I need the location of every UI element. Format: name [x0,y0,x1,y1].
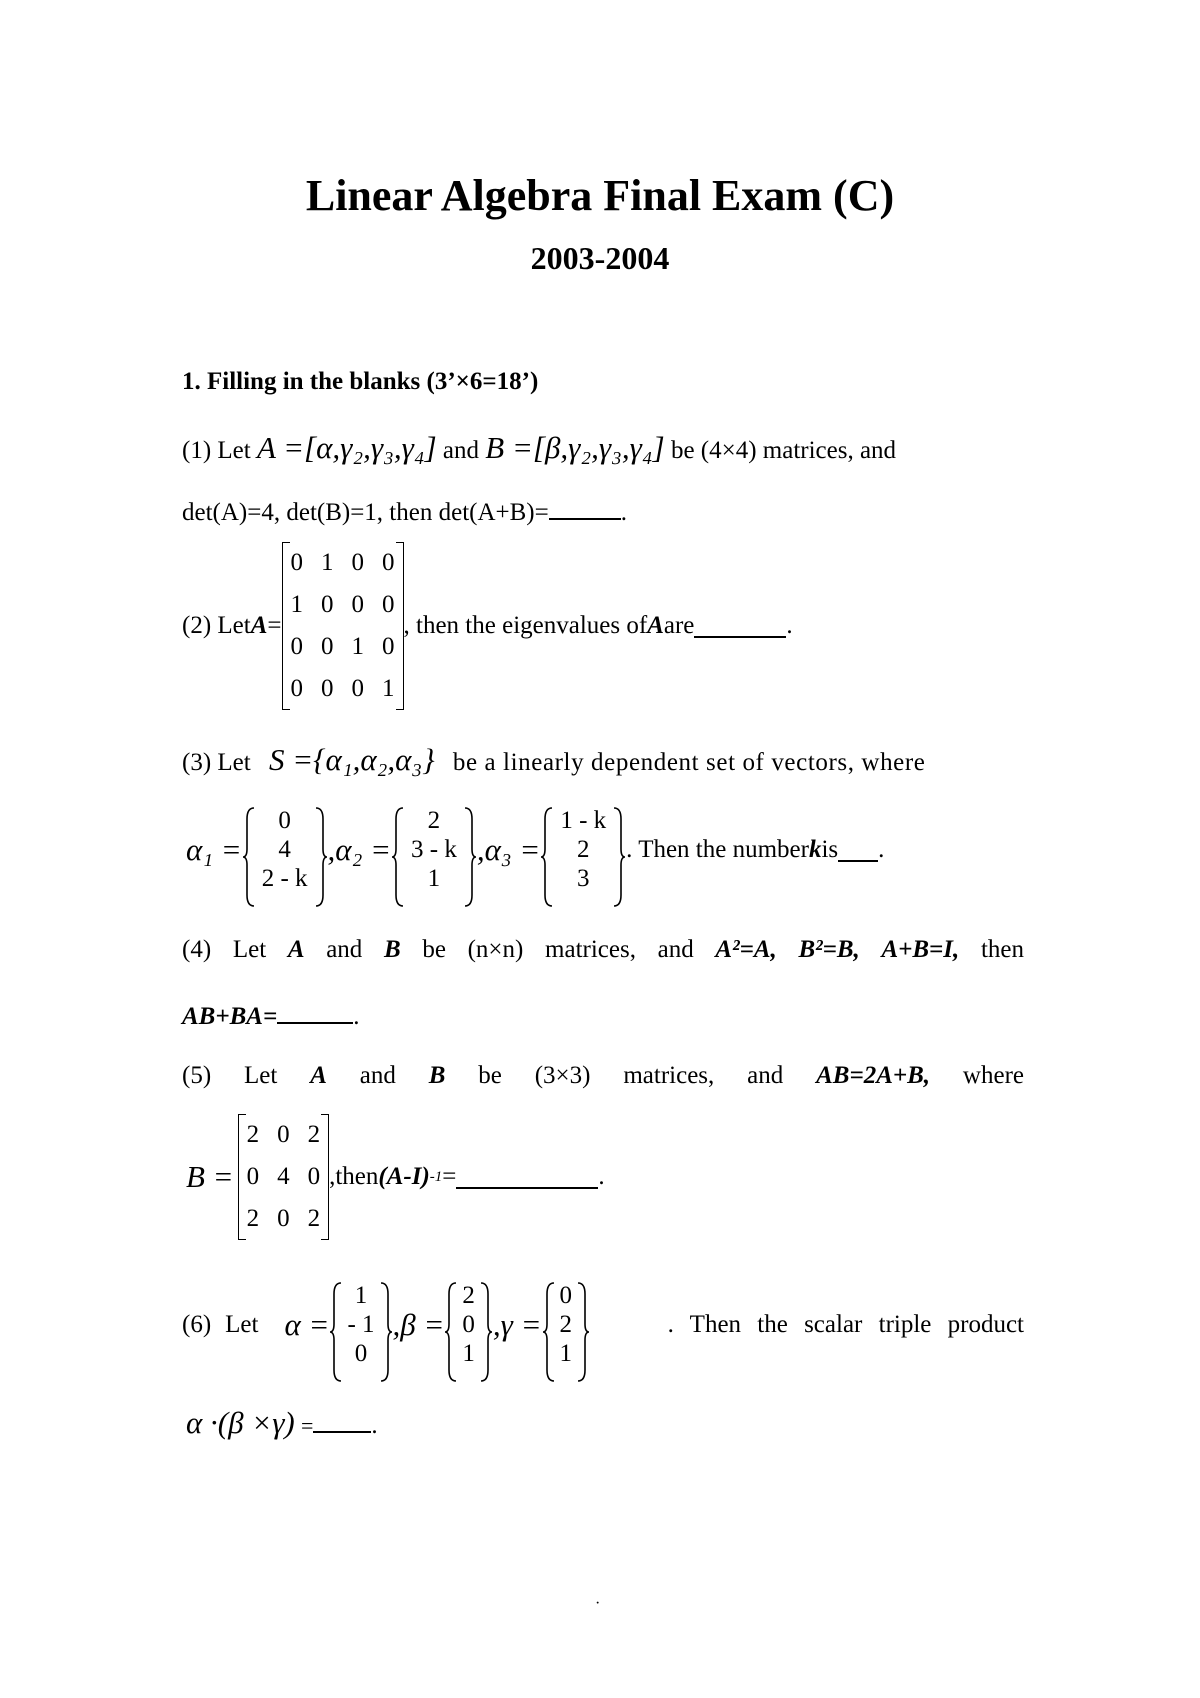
q6-product: α ·(β ×γ) [186,1405,295,1440]
q5-eq: = [442,1163,457,1190]
question-1-line-2: det(A)=4, det(B)=1, then det(A+B)= . [182,496,627,527]
matrix-cell: 3 [576,865,590,892]
word: A²=A, [715,936,777,963]
word: A [287,936,305,963]
matrix-cell: 0 [321,675,334,702]
matrix-cell: 2 - k [261,865,308,892]
q2-tail-a: , then the eigenvalues of [403,612,648,639]
word: (n×n) [467,936,524,963]
q2-answer-blank[interactable] [694,614,786,638]
q6-answer-blank[interactable] [313,1409,371,1433]
matrix-cell: 4 [278,836,291,863]
word: where [962,1062,1024,1089]
word: matrices, [545,936,636,963]
matrix-cell: 1 [382,675,395,702]
q3-vector-a2 [391,807,477,894]
question-4-line-1 [182,936,1024,964]
matrix-cell: 0 [290,549,304,576]
word: be [478,1062,502,1089]
q3-a2-label: ,α₂ = [327,832,392,867]
word: A+B=I, [881,936,960,963]
matrix-cell: 0 [382,591,395,618]
matrix-cell: 0 [277,1205,290,1232]
q3-let: Let [217,749,251,776]
question-2: (2) Let A = 0 1 0 0 1 0 0 0 0 0 1 0 0 0 0 1 , then the eigenvalues of A are . [182,546,793,706]
matrix-cell: 0 [462,1311,475,1338]
word: and [657,936,694,963]
q2-var-a: A [250,612,268,639]
q5-sup: -1 [429,1168,443,1185]
q3-k: k [808,836,822,863]
word: then [980,936,1024,963]
page-mark: · [595,1595,601,1612]
matrix-cell: 0 [246,1163,260,1190]
matrix-cell: 1 [427,865,441,892]
matrix-cell: 2 [246,1205,260,1232]
word: B²=B, [798,936,860,963]
matrix-cell: 0 [290,675,304,702]
q1-determinants: det(A)=4, det(B)=1, then det(A+B)= [182,499,549,526]
matrix-cell: 0 [307,1163,321,1190]
matrix-cell: 2 [576,836,590,863]
question-5-matrix-row: B = 2 0 2 0 4 0 2 0 2 ,then (A-I) -1 = . [186,1110,605,1244]
q4-expr: AB+BA= [182,1003,278,1030]
q6-b-label: ,β = [392,1307,445,1342]
matrix-cell: 2 [559,1311,573,1338]
matrix-cell: - 1 [347,1311,375,1338]
q6-tail: . Then the scalar triple product [667,1311,1024,1338]
matrix-cell: 1 [354,1282,368,1309]
matrix-cell: 2 [307,1205,321,1232]
q6-a-label: α = [284,1307,330,1342]
matrix-cell: 0 [277,1121,290,1148]
question-5-line-1 [182,1062,1024,1090]
q2-eq: = [267,612,282,639]
matrix-cell: 0 [559,1282,573,1309]
q3-then: . Then the number [626,836,809,863]
q1-tail: be (4×4) matrices, and [670,437,897,464]
matrix-cell: 0 [354,1340,368,1367]
q6-let: Let [225,1311,259,1338]
word: be [422,936,446,963]
word: Let [232,936,267,963]
exam-years: 2003-2004 [530,240,670,276]
q4-answer-blank[interactable] [277,1000,353,1024]
q2-matrix [282,542,404,710]
matrix-cell: 0 [382,633,395,660]
matrix-cell: 2 [246,1121,260,1148]
question-4-line-2: AB+BA= . [182,1000,359,1031]
q3-a1-label: α₁ = [186,832,242,867]
word: Let [244,1062,278,1089]
q3-is: is [821,836,839,863]
matrix-cell: 0 [351,591,365,618]
matrix-cell: 2 [427,807,441,834]
q3-answer-blank[interactable] [838,838,878,862]
question-6-line-2: α ·(β ×γ) = . [186,1405,378,1440]
q2-tail-b: are [663,612,695,639]
question-6-line-1 [182,1278,1024,1372]
matrix-cell: 0 [321,591,334,618]
matrix-cell: 2 [307,1121,321,1148]
q6-vector-gamma [542,1282,591,1369]
word: A [310,1062,327,1089]
matrix-cell: 3 - k [411,836,457,863]
word: and [359,1062,396,1089]
matrix-cell: 0 [351,549,365,576]
q1-and: and [442,437,480,464]
word: and [326,936,363,963]
q6-g-label: ,γ = [492,1307,542,1342]
q1-matrix-b: B =[β,γ₂,γ₃,γ₄] [485,430,665,465]
q6-vector-beta [444,1282,493,1369]
matrix-cell: 0 [382,549,395,576]
q3-set: S ={α₁,α₂,α₃} [268,742,435,777]
matrix-cell: 1 [559,1340,573,1367]
q3-a3-label: ,α₃ = [476,832,541,867]
word: matrices, [623,1062,715,1089]
word: and [747,1062,784,1089]
q3-vector-a3 [540,807,626,894]
word: (3×3) [534,1062,591,1089]
matrix-cell: 0 [321,633,334,660]
q1-let: Let [217,437,251,464]
q2-tail-var: A [647,612,664,639]
matrix-cell: 2 [462,1282,475,1309]
word: (4) [182,936,212,963]
q5-expr: (A-I) [378,1163,430,1190]
section-heading: 1. Filling in the blanks (3’×6=18’) [182,368,539,395]
q2-lead: (2) Let [182,612,251,639]
matrix-cell: 1 [351,633,365,660]
matrix-cell: 1 [321,549,334,576]
matrix-cell: 1 - k [560,807,607,834]
question-1-line-1 [182,430,896,466]
q3-number: (3) [182,749,212,776]
matrix-cell: 0 [290,633,304,660]
matrix-cell: 4 [277,1163,290,1190]
question-3-line-1 [182,742,926,778]
word: AB=2A+B, [816,1062,931,1089]
q6-number: (6) [182,1311,212,1338]
matrix-cell: 1 [462,1340,475,1367]
q1-matrix-a: A =[α,γ₂,γ₃,γ₄] [256,430,437,465]
word: (5) [182,1062,212,1089]
q5-answer-blank[interactable] [456,1165,598,1189]
matrix-cell: 0 [278,807,291,834]
q5-b-label: B = [186,1159,234,1194]
q6-vector-alpha [329,1282,392,1369]
question-3-vectors: α₁ = 0 4 2 - k ,α₂ = 2 3 - k 1 ,α₃ = 1 - k 2 3 . Then the number k is . [186,800,884,900]
word: B [428,1062,446,1089]
q5-matrix [238,1114,330,1240]
exam-title: Linear Algebra Final Exam (C) [305,171,895,220]
q3-vector-a1 [242,807,328,894]
q3-tail: be a linearly dependent set of vectors, where [452,749,926,776]
matrix-cell: 1 [290,591,304,618]
word: B [383,936,401,963]
q1-answer-blank[interactable] [549,496,621,520]
q6-eq: = [301,1413,314,1438]
q5-then: ,then [329,1163,379,1190]
q1-number: (1) [182,437,212,464]
matrix-cell: 0 [351,675,365,702]
